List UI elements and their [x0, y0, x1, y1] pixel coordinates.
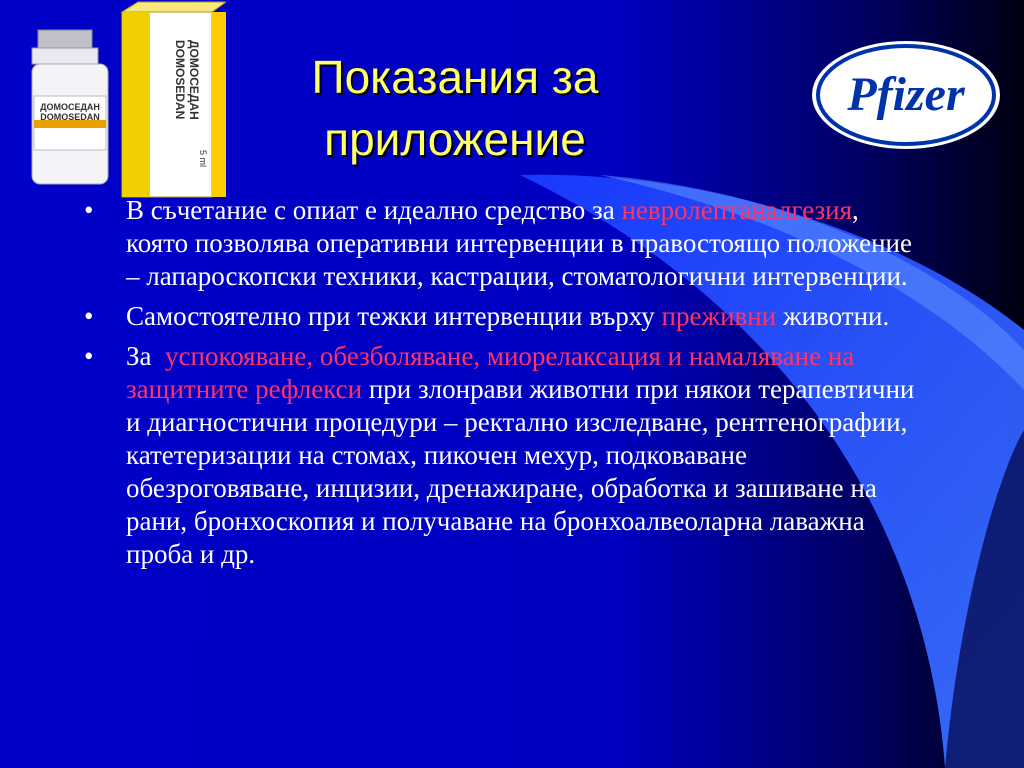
bullet-item: • Самостоятелно при тежки интервенции върху преживни животни. [84, 301, 890, 331]
vial-image [32, 30, 108, 184]
svg-text:DOMOSEDAN: DOMOSEDAN [173, 40, 187, 120]
bullet-item: • За успокояване, обезболяване, миорелаксация и намаляване на защитните рефлекси при злонрави животни при някои терапевтични и диагностични процедури – ректално изследване, рентгенографии, катетеризации на стомах, пикочен мехур, подковаване обезроговяване, инцизии, дренажиране, обработка и зашиване на рани, бронхоскопия и получаване на бронхоалвеоларна лаважна проба и др. [84, 341, 915, 569]
box-image [122, 2, 226, 197]
slide-title-line-2: приложение [324, 113, 586, 165]
highlight-text: преживни [661, 301, 777, 331]
svg-text:DOMOSEDAN: DOMOSEDAN [40, 112, 100, 122]
slide-title [255, 46, 655, 170]
highlight-text: невролептаналгезия [621, 195, 853, 225]
highlight-text: успокояване, обезболяване, миорелаксация и намаляване на защитните рефлекси [126, 341, 855, 404]
bullet-dot: • [84, 195, 94, 225]
product-packaging-image [30, 0, 226, 200]
svg-text:ДОМОСЕДАН: ДОМОСЕДАН [187, 40, 201, 120]
svg-text:5 ml: 5 ml [198, 150, 208, 168]
svg-text:ДОМОСЕДАН: ДОМОСЕДАН [40, 102, 100, 112]
bullet-item: • В съчетание с опиат е идеално средство за невролептаналгезия, която позволява оперативни интервенции в правостоящо положение – лапароскопски техники, кастрации, стоматологични интервенции. [84, 195, 912, 291]
svg-text:Pfizer: Pfizer [847, 68, 965, 121]
bullet-dot: • [84, 341, 94, 371]
pfizer-logo [810, 40, 1002, 150]
slide-title-line-1: Показания за [311, 51, 599, 103]
bullet-list [84, 194, 924, 578]
bullet-dot: • [84, 301, 94, 331]
